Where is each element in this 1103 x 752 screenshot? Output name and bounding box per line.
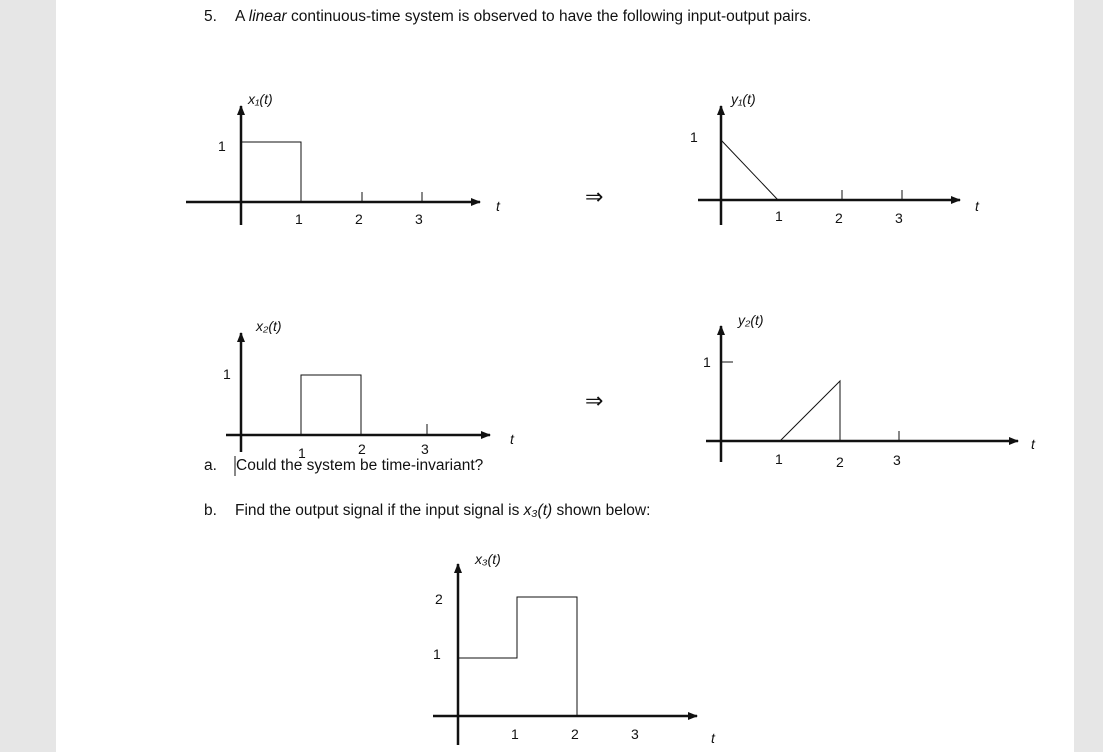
y2-label: y₂(t) [738,312,764,328]
y1-xtick-3: 3 [895,210,903,226]
y1-axis-var: t [975,198,979,214]
x3-label: x₃(t) [475,551,501,567]
y2-xtick-2: 2 [836,454,844,470]
x3-signal [458,597,577,716]
x3-xtick-3: 3 [631,726,639,742]
x1-label: x₁(t) [248,91,273,107]
y1-ytick-1: 1 [690,129,698,145]
x2-xtick-2: 2 [358,441,366,457]
document-page [56,0,1074,752]
x3-xtick-2: 2 [571,726,579,742]
y2-axis-var: t [1031,436,1035,452]
question-text: A linear continuous-time system is observed to have the following input-output pairs. [235,8,812,25]
x1-ytick-1: 1 [218,138,226,154]
y1-label: y₁(t) [731,91,756,107]
plot-x2 [223,318,515,461]
x1-axis-var: t [496,198,500,214]
plot-x3 [433,551,716,746]
plot-y2 [703,312,1036,470]
y1-xtick-2: 2 [835,210,843,226]
x2-xtick-3: 3 [421,441,429,457]
x2-xtick-1: 1 [298,445,306,461]
part-b-text: Find the output signal if the input signal is x₃(t) shown below: [235,502,651,519]
x1-signal [241,142,301,202]
implies-arrow-1: ⇒ [585,185,604,210]
x3-ytick-1: 1 [433,646,441,662]
x3-ytick-2: 2 [435,591,443,607]
y2-ytick-1: 1 [703,354,711,370]
part-a-letter: a. [204,457,217,474]
x1-xtick-2: 2 [355,211,363,227]
question-number: 5. [204,8,217,25]
plot-x1 [186,91,501,227]
signal-plots [56,0,1074,752]
implies-arrow-2: ⇒ [585,389,604,414]
plot-y1 [690,91,980,226]
y2-xtick-3: 3 [893,452,901,468]
x2-axis-var: t [510,431,514,447]
x1-xtick-3: 3 [415,211,423,227]
x2-label: x₂(t) [256,318,282,334]
part-a-text: Could the system be time-invariant? [236,457,484,474]
x1-xtick-1: 1 [295,211,303,227]
y2-xtick-1: 1 [775,451,783,467]
y1-signal [721,140,778,200]
x3-axis-var: t [711,730,715,746]
y2-signal [780,381,840,441]
x3-xtick-1: 1 [511,726,519,742]
x2-ytick-1: 1 [223,366,231,382]
y1-xtick-1: 1 [775,208,783,224]
x2-signal [301,375,361,435]
part-b-letter: b. [204,502,217,519]
